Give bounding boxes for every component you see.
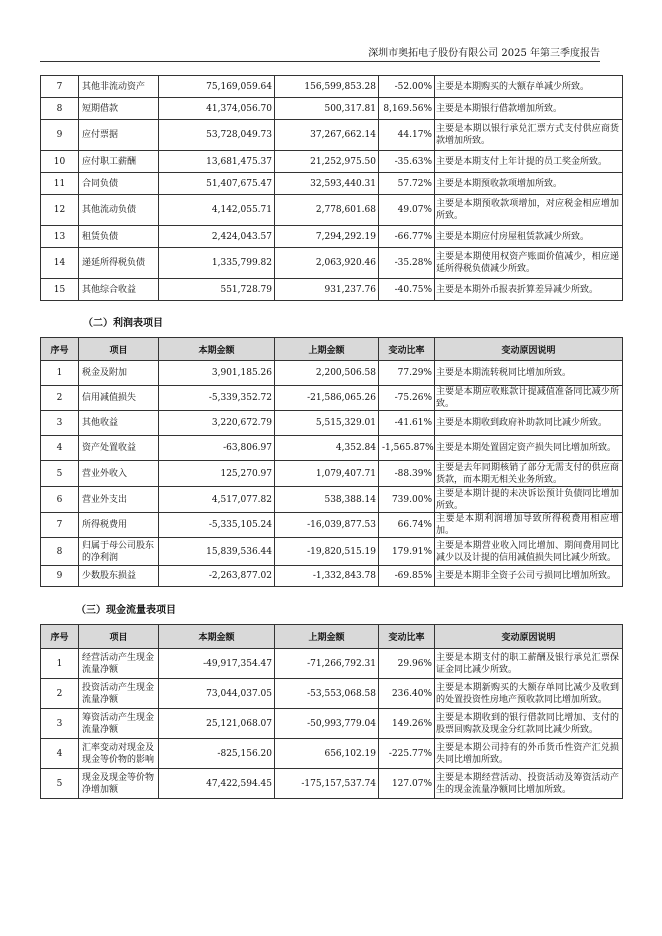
row-previous-amount: -21,586,065.26 — [275, 386, 379, 411]
row-item: 所得税费用 — [79, 513, 159, 538]
row-number: 5 — [41, 769, 79, 799]
table-row — [41, 361, 623, 386]
col-header-current: 本期金额 — [159, 338, 275, 361]
row-previous-amount: 21,252,975.50 — [275, 151, 379, 173]
row-change-reason: 主要是本期购买的大额存单减少所致。 — [435, 76, 623, 98]
row-item: 现金及现金等价物净增加额 — [79, 769, 159, 799]
header-divider — [40, 61, 600, 62]
col-header-reason: 变动原因说明 — [435, 625, 623, 649]
row-change-reason: 主要是本期预收款项增加，对应税金相应增加所致。 — [435, 195, 623, 226]
income-header-row — [41, 338, 623, 361]
row-current-amount: 3,901,185.26 — [159, 361, 275, 386]
row-previous-amount: 2,063,920.46 — [275, 248, 379, 279]
table-row — [41, 566, 623, 587]
row-change-ratio: 8,169.56% — [379, 98, 435, 120]
row-change-ratio: -1,565.87% — [379, 436, 435, 461]
table-row — [41, 386, 623, 411]
row-number: 7 — [41, 76, 79, 98]
table-row — [41, 739, 623, 769]
row-number: 3 — [41, 411, 79, 436]
row-change-reason: 主要是本期应收账款计提减值准备同比减少所致。 — [435, 386, 623, 411]
report-header: 深圳市奥拓电子股份有限公司 2025 年第三季度报告 — [368, 48, 600, 59]
col-header-previous: 上期金额 — [275, 625, 379, 649]
row-change-reason: 主要是本期银行借款增加所致。 — [435, 98, 623, 120]
row-item: 营业外收入 — [79, 461, 159, 487]
row-current-amount: 25,121,068.07 — [159, 709, 275, 739]
row-number: 14 — [41, 248, 79, 279]
table-row — [41, 226, 623, 248]
row-current-amount: -5,335,105.24 — [159, 513, 275, 538]
row-change-reason: 主要是本期经营活动、投资活动及筹资活动产生的现金流量净额同比增加所致。 — [435, 769, 623, 799]
row-change-reason: 主要是本期应付房屋租赁款减少所致。 — [435, 226, 623, 248]
row-change-reason: 主要是本期新购买的大额存单同比减少及收到的处置投资性房地产预收款同比增加所致。 — [435, 679, 623, 709]
row-previous-amount: 5,515,329.01 — [275, 411, 379, 436]
row-change-reason: 主要是本期收到政府补助款同比减少所致。 — [435, 411, 623, 436]
row-item: 经营活动产生现金流量净额 — [79, 649, 159, 679]
row-current-amount: 551,728.79 — [159, 279, 275, 301]
row-current-amount: 125,270.97 — [159, 461, 275, 487]
row-number: 8 — [41, 538, 79, 566]
row-number: 7 — [41, 513, 79, 538]
col-header-ratio: 变动比率 — [379, 338, 435, 361]
row-number: 9 — [41, 566, 79, 587]
row-item: 信用减值损失 — [79, 386, 159, 411]
row-current-amount: 75,169,059.64 — [159, 76, 275, 98]
table-row — [41, 411, 623, 436]
row-current-amount: 4,142,055.71 — [159, 195, 275, 226]
row-number: 12 — [41, 195, 79, 226]
income-statement-table — [40, 337, 623, 587]
row-item: 筹资活动产生现金流量净额 — [79, 709, 159, 739]
col-header-current: 本期金额 — [159, 625, 275, 649]
col-header-no: 序号 — [41, 625, 79, 649]
row-change-reason: 主要是本期支付的职工薪酬及银行承兑汇票保证金同比减少所致。 — [435, 649, 623, 679]
row-change-reason: 主要是本期计提的未决诉讼预计负债同比增加所致。 — [435, 487, 623, 513]
row-change-reason: 主要是本期非全资子公司亏损同比增加所致。 — [435, 566, 623, 587]
row-item: 汇率变动对现金及现金等价物的影响 — [79, 739, 159, 769]
table-row — [41, 248, 623, 279]
row-change-reason: 主要是本期利润增加导致所得税费用相应增加。 — [435, 513, 623, 538]
row-current-amount: 4,517,077.82 — [159, 487, 275, 513]
row-previous-amount: -175,157,537.74 — [275, 769, 379, 799]
row-change-ratio: 179.91% — [379, 538, 435, 566]
row-previous-amount: -16,039,877.53 — [275, 513, 379, 538]
row-change-reason: 主要是本期外币报表折算差异减少所致。 — [435, 279, 623, 301]
row-item: 租赁负债 — [79, 226, 159, 248]
row-change-reason: 主要是本期公司持有的外币货币性资产汇兑损失同比增加所致。 — [435, 739, 623, 769]
table-row — [41, 649, 623, 679]
row-previous-amount: 7,294,292.19 — [275, 226, 379, 248]
table-row — [41, 76, 623, 98]
row-previous-amount: 931,237.76 — [275, 279, 379, 301]
row-previous-amount: 656,102.19 — [275, 739, 379, 769]
row-change-ratio: -40.75% — [379, 279, 435, 301]
row-change-reason: 主要是本期支付上年计提的员工奖金所致。 — [435, 151, 623, 173]
row-previous-amount: -53,553,068.58 — [275, 679, 379, 709]
row-current-amount: 47,422,594.45 — [159, 769, 275, 799]
income-section-title: （二）利润表项目 — [83, 318, 163, 329]
row-previous-amount: -1,332,843.78 — [275, 566, 379, 587]
row-item: 合同负债 — [79, 173, 159, 195]
row-number: 10 — [41, 151, 79, 173]
row-current-amount: 73,044,037.05 — [159, 679, 275, 709]
row-current-amount: 15,839,536.44 — [159, 538, 275, 566]
col-header-item: 项目 — [79, 338, 159, 361]
row-change-ratio: -52.00% — [379, 76, 435, 98]
row-change-ratio: 236.40% — [379, 679, 435, 709]
row-item: 归属于母公司股东的净利润 — [79, 538, 159, 566]
row-current-amount: -825,156.20 — [159, 739, 275, 769]
row-change-reason: 主要是本期收到的银行借款同比增加、支付的股票回购款及现金分红款同比减少所致。 — [435, 709, 623, 739]
row-change-ratio: -41.61% — [379, 411, 435, 436]
row-change-ratio: 127.07% — [379, 769, 435, 799]
row-previous-amount: -19,820,515.19 — [275, 538, 379, 566]
row-change-ratio: -35.63% — [379, 151, 435, 173]
table-row — [41, 195, 623, 226]
row-current-amount: 51,407,675.47 — [159, 173, 275, 195]
row-current-amount: 53,728,049.73 — [159, 120, 275, 151]
balance-sheet-table — [40, 75, 623, 301]
row-item: 递延所得税负债 — [79, 248, 159, 279]
col-header-item: 项目 — [79, 625, 159, 649]
row-previous-amount: 2,778,601.68 — [275, 195, 379, 226]
table-row — [41, 538, 623, 566]
cashflow-table — [40, 624, 623, 799]
row-number: 2 — [41, 679, 79, 709]
row-item: 资产处置收益 — [79, 436, 159, 461]
row-current-amount: 3,220,672.79 — [159, 411, 275, 436]
row-item: 应付票据 — [79, 120, 159, 151]
row-change-ratio: 77.29% — [379, 361, 435, 386]
table-row — [41, 513, 623, 538]
row-number: 15 — [41, 279, 79, 301]
col-header-no: 序号 — [41, 338, 79, 361]
table-row — [41, 98, 623, 120]
row-number: 9 — [41, 120, 79, 151]
row-item: 短期借款 — [79, 98, 159, 120]
row-item: 其他综合收益 — [79, 279, 159, 301]
table-row — [41, 151, 623, 173]
row-previous-amount: 2,200,506.58 — [275, 361, 379, 386]
row-change-reason: 主要是本期营业收入同比增加、期间费用同比减少以及计提的信用减值损失同比减少所致。 — [435, 538, 623, 566]
row-change-ratio: -66.77% — [379, 226, 435, 248]
table-row — [41, 461, 623, 487]
row-number: 1 — [41, 649, 79, 679]
row-previous-amount: 4,352.84 — [275, 436, 379, 461]
table-row — [41, 173, 623, 195]
col-header-previous: 上期金额 — [275, 338, 379, 361]
row-current-amount: 2,424,043.57 — [159, 226, 275, 248]
row-previous-amount: -71,266,792.31 — [275, 649, 379, 679]
row-change-reason: 主要是本期流转税同比增加所致。 — [435, 361, 623, 386]
row-number: 5 — [41, 461, 79, 487]
row-item: 其他非流动资产 — [79, 76, 159, 98]
row-change-reason: 主要是本期使用权资产账面价值减少，相应递延所得税负债减少所致。 — [435, 248, 623, 279]
row-change-ratio: -69.85% — [379, 566, 435, 587]
row-current-amount: -49,917,354.47 — [159, 649, 275, 679]
row-change-ratio: 739.00% — [379, 487, 435, 513]
col-header-ratio: 变动比率 — [379, 625, 435, 649]
col-header-reason: 变动原因说明 — [435, 338, 623, 361]
cashflow-section-title: （三）现金流量表项目 — [76, 605, 176, 616]
row-previous-amount: 156,599,853.28 — [275, 76, 379, 98]
row-item: 少数股东损益 — [79, 566, 159, 587]
row-previous-amount: 500,317.81 — [275, 98, 379, 120]
row-change-reason: 主要是本期预收款项增加所致。 — [435, 173, 623, 195]
row-change-ratio: -35.28% — [379, 248, 435, 279]
cashflow-header-row — [41, 625, 623, 649]
row-number: 8 — [41, 98, 79, 120]
table-row — [41, 279, 623, 301]
table-row — [41, 679, 623, 709]
row-change-ratio: -88.39% — [379, 461, 435, 487]
row-item: 税金及附加 — [79, 361, 159, 386]
row-previous-amount: -50,993,779.04 — [275, 709, 379, 739]
row-item: 其他流动负债 — [79, 195, 159, 226]
row-number: 4 — [41, 739, 79, 769]
table-row — [41, 769, 623, 799]
row-previous-amount: 538,388.14 — [275, 487, 379, 513]
row-number: 4 — [41, 436, 79, 461]
table-row — [41, 120, 623, 151]
row-item: 其他收益 — [79, 411, 159, 436]
table-row — [41, 436, 623, 461]
row-current-amount: -5,339,352.72 — [159, 386, 275, 411]
row-item: 营业外支出 — [79, 487, 159, 513]
row-change-ratio: 49.07% — [379, 195, 435, 226]
row-current-amount: -63,806.97 — [159, 436, 275, 461]
row-change-reason: 主要是去年同期核销了部分无需支付的供应商货款，而本期无相关业务所致。 — [435, 461, 623, 487]
row-previous-amount: 37,267,662.14 — [275, 120, 379, 151]
row-previous-amount: 32,593,440.31 — [275, 173, 379, 195]
table-row — [41, 709, 623, 739]
row-change-ratio: 44.17% — [379, 120, 435, 151]
row-number: 6 — [41, 487, 79, 513]
row-number: 13 — [41, 226, 79, 248]
row-change-ratio: 57.72% — [379, 173, 435, 195]
row-number: 1 — [41, 361, 79, 386]
row-change-reason: 主要是本期以银行承兑汇票方式支付供应商货款增加所致。 — [435, 120, 623, 151]
row-previous-amount: 1,079,407.71 — [275, 461, 379, 487]
row-change-ratio: -225.77% — [379, 739, 435, 769]
row-current-amount: 1,335,799.82 — [159, 248, 275, 279]
row-item: 投资活动产生现金流量净额 — [79, 679, 159, 709]
row-item: 应付职工薪酬 — [79, 151, 159, 173]
row-number: 3 — [41, 709, 79, 739]
row-change-ratio: -75.26% — [379, 386, 435, 411]
row-number: 2 — [41, 386, 79, 411]
row-current-amount: 41,374,056.70 — [159, 98, 275, 120]
row-current-amount: -2,263,877.02 — [159, 566, 275, 587]
row-change-ratio: 149.26% — [379, 709, 435, 739]
row-number: 11 — [41, 173, 79, 195]
row-change-ratio: 29.96% — [379, 649, 435, 679]
row-change-reason: 主要是本期处置固定资产损失同比增加所致。 — [435, 436, 623, 461]
table-row — [41, 487, 623, 513]
row-change-ratio: 66.74% — [379, 513, 435, 538]
row-current-amount: 13,681,475.37 — [159, 151, 275, 173]
